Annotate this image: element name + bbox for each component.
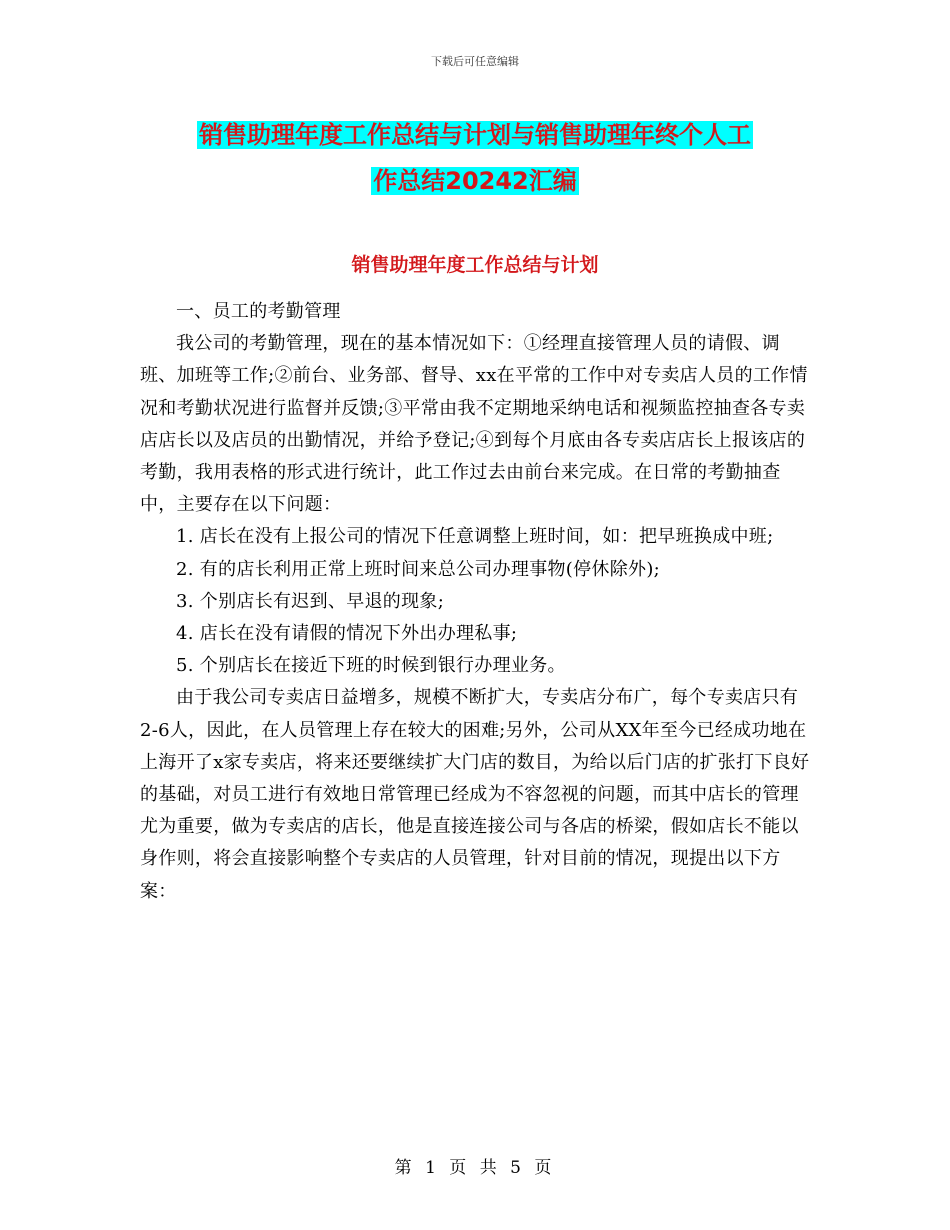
title-line-1: 销售助理年度工作总结与计划与销售助理年终个人工 [199,121,751,149]
title-line-2: 作总结20242汇编 [373,167,577,195]
list-item: 3. 个别店长有迟到、早退的现象; [176,590,445,612]
list-item: 5. 个别店长在接近下班的时候到银行办理业务。 [176,655,566,677]
document-title [0,112,950,204]
header-note: 下载后可任意编辑 [431,55,519,68]
list-item: 2. 有的店长利用正常上班时间来总公司办理事物(停休除外); [176,558,661,580]
list-item: 4. 店长在没有请假的情况下外出办理私事; [176,623,518,645]
section-title: 销售助理年度工作总结与计划 [351,254,599,276]
list-item: 1. 店长在没有上报公司的情况下任意调整上班时间，如：把早班换成中班; [176,526,774,548]
document-body [140,296,810,908]
section-heading: 一、员工的考勤管理 [176,301,341,322]
page-number: 第 1 页 共 5 页 [394,1158,556,1178]
paragraph: 我公司的考勤管理，现在的基本情况如下：①经理直接管理人员的请假、调班、加班等工作;②前台、业务部、督导、xx在平常的工作中对专卖店人员的工作情况和考勤状况进行监督并反馈;③平常由我不定期地采纳电话和视频监控抽查各专卖店店长以及店员的出勤情况，并给予登记;④到每个月底由各专卖店店长上报该店的考勤，我用表格的形式进行统计，此工作过去由前台来完成。在日常的考勤抽查中，主要存在以下问题： [140,333,808,516]
paragraph: 由于我公司专卖店日益增多，规模不断扩大，专卖店分布广，每个专卖店只有2-6人，因此，在人员管理上存在较大的困难;另外，公司从XX年至今已经成功地在上海开了x家专卖店，将来还要继续扩大门店的数目，为给以后门店的扩张打下良好的基础，对员工进行有效地日常管理已经成为不容忽视的问题，而其中店长的管理尤为重要，做为专卖店的店长，他是直接连接公司与各店的桥梁，假如店长不能以身作则，将会直接影响整个专卖店的人员管理，针对目前的情况，现提出以下方案： [140,687,810,902]
